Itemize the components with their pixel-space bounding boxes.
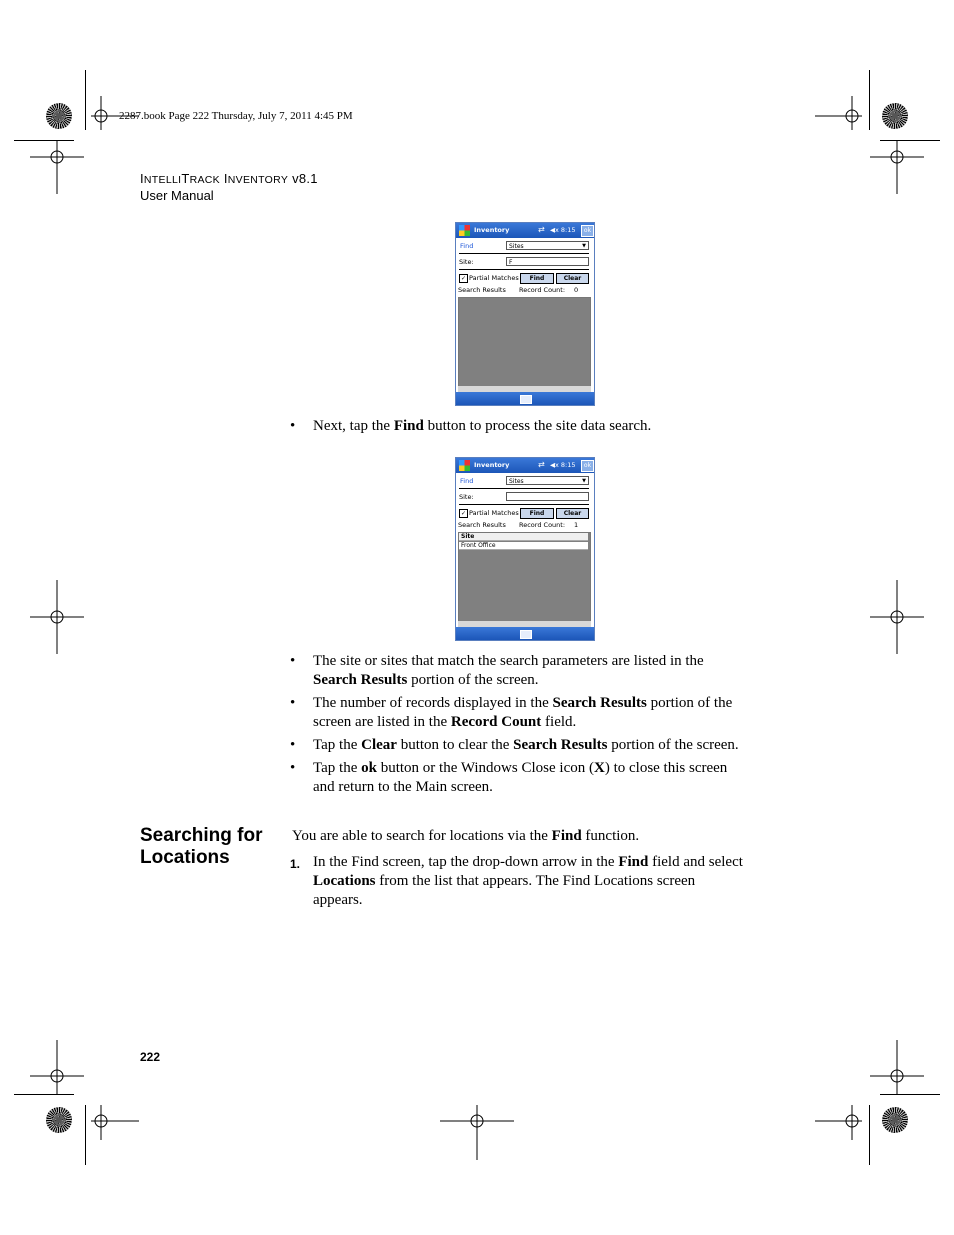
find-dropdown[interactable]: Sites ▼ <box>506 476 589 485</box>
divider <box>459 504 589 505</box>
site-input[interactable]: F <box>506 257 589 266</box>
search-results-label: Search Results <box>458 521 506 529</box>
step-number: 1. <box>290 857 301 871</box>
bullet: • <box>290 418 296 434</box>
find-button[interactable]: Find <box>520 273 554 284</box>
windows-start-icon[interactable] <box>459 460 470 471</box>
partial-matches-checkbox[interactable]: ✓ <box>460 510 467 517</box>
pda-menu-bar <box>456 392 594 405</box>
section-heading: Searching for Locations <box>140 825 263 868</box>
find-dropdown[interactable]: Sites ▼ <box>506 241 589 250</box>
pda-title-bar <box>456 223 594 238</box>
bullet-text-close: Tap the ok button or the Windows Close icon (X) to close this screen and return to the Main screen. <box>313 760 728 795</box>
pda-clock: ◀x 8:15 <box>550 226 576 234</box>
bullet: • <box>290 695 296 711</box>
keyboard-icon[interactable] <box>520 630 532 639</box>
windows-start-icon[interactable] <box>459 225 470 236</box>
divider <box>459 253 589 254</box>
bullet: • <box>290 653 296 669</box>
divider <box>459 488 589 489</box>
site-label: Site: <box>459 493 474 501</box>
find-label: Find <box>460 242 474 250</box>
pda-title-bar <box>456 458 594 473</box>
clear-button[interactable]: Clear <box>556 508 589 519</box>
pda-app-title: Inventory <box>474 226 510 234</box>
site-input[interactable] <box>506 492 589 501</box>
record-count-value: 0 <box>574 286 579 294</box>
record-count-label: Record Count: <box>519 521 566 529</box>
bullet-text-record-count: The number of records displayed in the Search Results portion of the screen are listed in the Record Count field. <box>313 695 733 730</box>
chevron-down-icon: ▼ <box>582 243 586 249</box>
pda-screenshot-search-results <box>455 457 595 641</box>
bullet-text-search-results: The site or sites that match the search parameters are listed in the Search Results portion of the screen. <box>313 653 704 688</box>
bullet-text-clear: Tap the Clear button to clear the Search Results portion of the screen. <box>313 737 739 753</box>
ok-button[interactable]: ok <box>581 225 594 237</box>
bullet: • <box>290 737 296 753</box>
pda-app-title: Inventory <box>474 461 510 469</box>
grid-column-header-site[interactable]: Site <box>459 533 588 541</box>
divider <box>459 269 589 270</box>
partial-matches-checkbox[interactable]: ✓ <box>460 275 467 282</box>
step-1-text: In the Find screen, tap the drop-down arrow in the Find field and select Locations from the list that appears. The Find Locations screen appears. <box>313 854 743 908</box>
pda-menu-bar <box>456 627 594 640</box>
sync-icon: ⇄ <box>538 460 545 469</box>
sync-icon: ⇄ <box>538 225 545 234</box>
search-results-grid[interactable] <box>458 532 591 622</box>
pda-screenshot-find-sites <box>455 222 595 406</box>
site-label: Site: <box>459 258 474 266</box>
ok-button[interactable]: ok <box>581 460 594 472</box>
bullet-text-find: Next, tap the Find button to process the site data search. <box>313 418 652 434</box>
clear-button[interactable]: Clear <box>556 273 589 284</box>
table-row[interactable]: Front Office <box>459 542 588 550</box>
running-header-title: INTELLITRACK INVENTORY v8.1 <box>140 171 318 186</box>
running-header-subtitle: User Manual <box>140 188 214 203</box>
partial-matches-label: Partial Matches <box>469 509 519 517</box>
search-results-label: Search Results <box>458 286 506 294</box>
search-results-grid[interactable] <box>458 297 591 387</box>
record-count-label: Record Count: <box>519 286 566 294</box>
chevron-down-icon: ▼ <box>582 478 586 484</box>
record-count-value: 1 <box>574 521 579 529</box>
book-info-slug: 2287.book Page 222 Thursday, July 7, 2011 4:45 PM <box>119 110 353 122</box>
section-intro: You are able to search for locations via the Find function. <box>292 828 640 844</box>
bullet: • <box>290 760 296 776</box>
find-button[interactable]: Find <box>520 508 554 519</box>
partial-matches-label: Partial Matches <box>469 274 519 282</box>
page-number: 222 <box>140 1050 161 1064</box>
pda-clock: ◀x 8:15 <box>550 461 576 469</box>
find-label: Find <box>460 477 474 485</box>
keyboard-icon[interactable] <box>520 395 532 404</box>
